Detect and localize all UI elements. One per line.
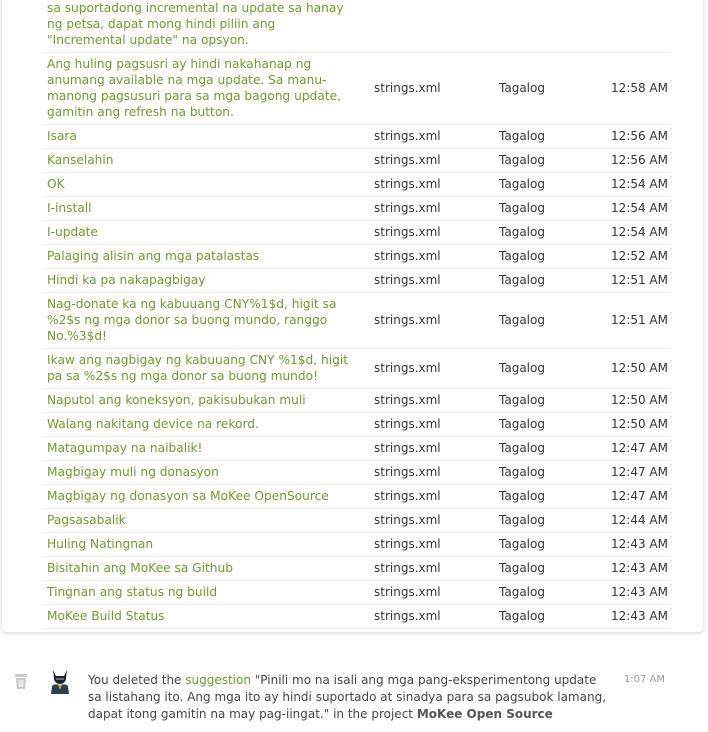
- language-label: Tagalog: [499, 585, 545, 599]
- file-name: strings.xml: [374, 177, 441, 191]
- string-link[interactable]: Hindi ka pa nakapagbigay: [47, 273, 206, 287]
- string-link[interactable]: Isara: [47, 129, 77, 143]
- table-row[interactable]: [44, 173, 670, 197]
- timestamp: 12:43 AM: [611, 585, 668, 599]
- trash-icon: [13, 673, 29, 690]
- timestamp: 12:51 AM: [611, 313, 668, 327]
- string-link[interactable]: Ang huling pagsusri ay hindi nakahanap ng anumang available na mga update. Sa manu-manong pagsusuri para sa mga bagong update, gamitin ang refresh na button.: [47, 57, 341, 119]
- language-label: Tagalog: [499, 273, 545, 287]
- file-name: strings.xml: [374, 561, 441, 575]
- language-label: Tagalog: [499, 393, 545, 407]
- table-row[interactable]: [44, 557, 670, 581]
- string-link[interactable]: Kanselahin: [47, 153, 114, 167]
- timestamp: 12:44 AM: [611, 513, 668, 527]
- table-row[interactable]: [44, 413, 670, 437]
- activity-quote: "Pinili mo na isali ang mga pang-eksperimentong update sa listahang ito. Ang mga ito ay hindi suportado at sinadya para sa pagsubok lamang, dapat itong gamitin na may pag-iingat." in the project: [88, 673, 607, 721]
- table-row[interactable]: [44, 533, 670, 557]
- language-label: Tagalog: [499, 513, 545, 527]
- language-label: Tagalog: [499, 201, 545, 215]
- file-name: strings.xml: [374, 361, 441, 375]
- string-link[interactable]: Magbigay muli ng donasyon: [47, 465, 219, 479]
- string-link[interactable]: Magbigay ng donasyon sa MoKee OpenSource: [47, 489, 329, 503]
- string-link[interactable]: Palaging alisin ang mga patalastas: [47, 249, 260, 263]
- file-name: strings.xml: [374, 537, 441, 551]
- timestamp: 12:47 AM: [611, 489, 668, 503]
- file-name: strings.xml: [374, 129, 441, 143]
- language-label: Tagalog: [499, 225, 545, 239]
- string-link[interactable]: Bisitahin ang MoKee sa Github: [47, 561, 233, 575]
- file-name: strings.xml: [374, 201, 441, 215]
- table-row[interactable]: [44, 0, 670, 53]
- history-card: [2, 0, 703, 632]
- table-row[interactable]: [44, 53, 670, 125]
- timestamp: 12:43 AM: [611, 561, 668, 575]
- language-label: Tagalog: [499, 489, 545, 503]
- table-row[interactable]: [44, 485, 670, 509]
- table-row[interactable]: [44, 437, 670, 461]
- table-row[interactable]: [44, 605, 670, 629]
- timestamp: 12:54 AM: [611, 225, 668, 239]
- language-label: Tagalog: [499, 177, 545, 191]
- string-link[interactable]: Tingnan ang status ng build: [47, 585, 218, 599]
- timestamp: 12:50 AM: [611, 393, 668, 407]
- table-row[interactable]: [44, 125, 670, 149]
- string-link[interactable]: I-install: [47, 201, 92, 215]
- timestamp: 12:50 AM: [611, 361, 668, 375]
- timestamp: 12:43 AM: [611, 537, 668, 551]
- table-row[interactable]: [44, 293, 670, 349]
- file-name: strings.xml: [374, 249, 441, 263]
- history-table: [44, 0, 670, 629]
- string-link[interactable]: sa suportadong incremental na update sa hanay ng petsa, dapat mong hindi piliin ang "Incremental update" na opsyon.: [47, 1, 344, 47]
- file-name: strings.xml: [374, 489, 441, 503]
- activity-item: [0, 660, 708, 732]
- avatar[interactable]: [48, 668, 72, 694]
- file-name: strings.xml: [374, 465, 441, 479]
- file-name: strings.xml: [374, 225, 441, 239]
- timestamp: 12:54 AM: [611, 201, 668, 215]
- table-row[interactable]: [44, 581, 670, 605]
- string-link[interactable]: Ikaw ang nagbigay ng kabuuang CNY %1$d, higit pa sa %2$s ng mga donor sa buong mundo!: [47, 353, 349, 383]
- timestamp: 12:50 AM: [611, 417, 668, 431]
- file-name: strings.xml: [374, 417, 441, 431]
- language-label: Tagalog: [499, 313, 545, 327]
- table-row[interactable]: [44, 221, 670, 245]
- timestamp: 12:52 AM: [611, 249, 668, 263]
- file-name: strings.xml: [374, 609, 441, 623]
- timestamp: 12:47 AM: [611, 465, 668, 479]
- project-link[interactable]: MoKee Open Source: [416, 707, 553, 721]
- suggestion-link[interactable]: suggestion: [185, 673, 251, 687]
- table-row[interactable]: [44, 197, 670, 221]
- file-name: strings.xml: [374, 273, 441, 287]
- language-label: Tagalog: [499, 465, 545, 479]
- table-row[interactable]: [44, 389, 670, 413]
- timestamp: 12:51 AM: [611, 273, 668, 287]
- string-link[interactable]: Nag-donate ka ng kabuuang CNY%1$d, higit sa %2$s ng mga donor sa buong mundo, ranggo No.%3$d!: [47, 297, 337, 343]
- string-link[interactable]: OK: [47, 177, 65, 191]
- string-link[interactable]: Walang nakitang device na rekord.: [47, 417, 259, 431]
- timestamp: 12:58 AM: [611, 81, 668, 95]
- language-label: Tagalog: [499, 249, 545, 263]
- file-name: strings.xml: [374, 393, 441, 407]
- string-link[interactable]: Pagsasabalik: [47, 513, 126, 527]
- file-name: strings.xml: [374, 441, 441, 455]
- language-label: Tagalog: [499, 129, 545, 143]
- table-row[interactable]: [44, 461, 670, 485]
- timestamp: 12:47 AM: [611, 441, 668, 455]
- activity-time: 1:07 AM: [623, 674, 665, 685]
- timestamp: 12:54 AM: [611, 177, 668, 191]
- file-name: strings.xml: [374, 513, 441, 527]
- table-row[interactable]: [44, 149, 670, 173]
- table-row[interactable]: [44, 509, 670, 533]
- string-link[interactable]: Matagumpay na naibalik!: [47, 441, 203, 455]
- language-label: Tagalog: [499, 441, 545, 455]
- string-link[interactable]: MoKee Build Status: [47, 609, 165, 623]
- language-label: Tagalog: [499, 537, 545, 551]
- file-name: strings.xml: [374, 585, 441, 599]
- string-link[interactable]: Huling Natingnan: [47, 537, 154, 551]
- timestamp: 12:56 AM: [611, 153, 668, 167]
- string-link[interactable]: Naputol ang koneksyon, pakisubukan muli: [47, 393, 306, 407]
- timestamp: 12:43 AM: [611, 609, 668, 623]
- file-name: strings.xml: [374, 81, 441, 95]
- language-label: Tagalog: [499, 417, 545, 431]
- language-label: Tagalog: [499, 361, 545, 375]
- activity-message: [88, 672, 608, 723]
- table-row[interactable]: [44, 269, 670, 293]
- file-name: strings.xml: [374, 153, 441, 167]
- language-label: Tagalog: [499, 561, 545, 575]
- table-row[interactable]: [44, 349, 670, 389]
- language-label: Tagalog: [499, 153, 545, 167]
- language-label: Tagalog: [499, 81, 545, 95]
- language-label: Tagalog: [499, 609, 545, 623]
- file-name: strings.xml: [374, 313, 441, 327]
- activity-prefix: You deleted the: [88, 673, 186, 687]
- timestamp: 12:56 AM: [611, 129, 668, 143]
- string-link[interactable]: I-update: [47, 225, 98, 239]
- table-row[interactable]: [44, 245, 670, 269]
